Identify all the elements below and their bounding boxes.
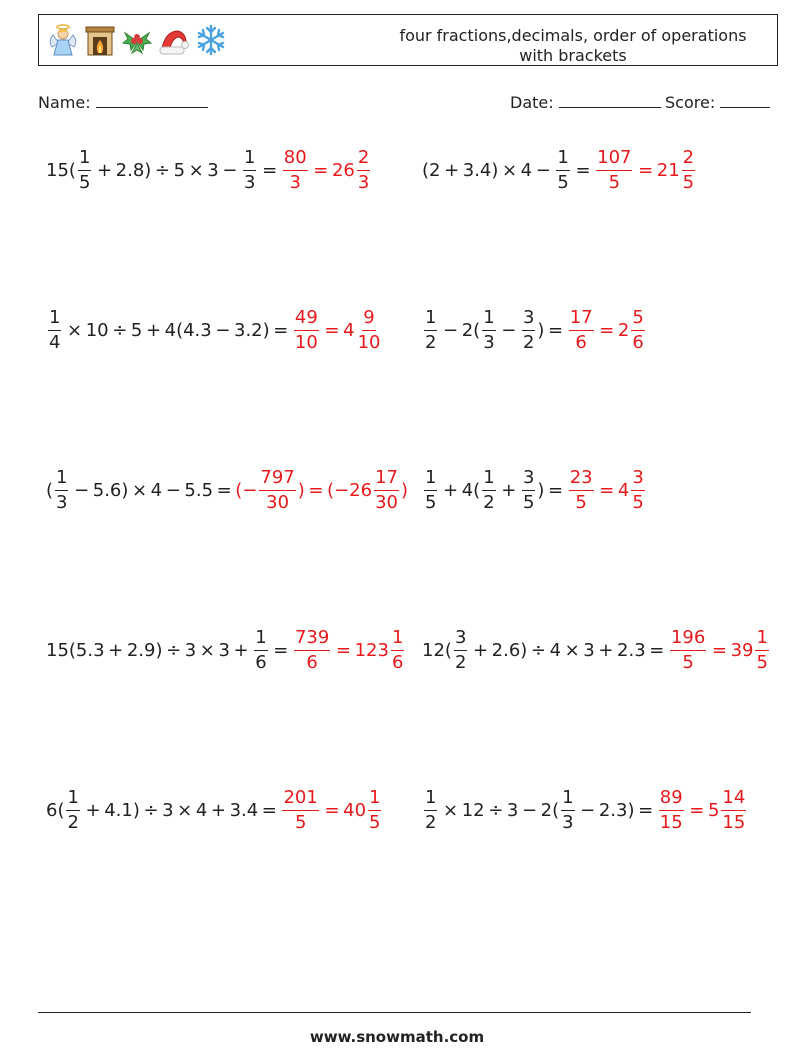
numerator: 739: [294, 629, 330, 651]
fireplace-icon: [84, 23, 116, 57]
score-blank[interactable]: [720, 93, 770, 108]
expression-text: = 40: [320, 799, 367, 821]
numerator: 797: [259, 469, 295, 491]
denominator: 5: [425, 491, 437, 513]
problem-7: [46, 622, 406, 678]
fraction: [482, 466, 495, 513]
fraction: [48, 306, 61, 353]
numerator: 1: [78, 149, 91, 171]
problem-8: [422, 622, 771, 678]
expression-text: + 2.6) ÷ 4 × 3 + 2.3 =: [469, 639, 668, 661]
numerator: 17: [374, 469, 399, 491]
fraction: [424, 786, 437, 833]
denominator: 6: [575, 331, 587, 353]
fraction: [254, 626, 267, 673]
numerator: 49: [294, 309, 319, 331]
expression-text: = 26: [309, 159, 355, 181]
denominator: 2: [483, 491, 495, 513]
fraction: [55, 466, 68, 513]
fraction: [391, 626, 404, 673]
expression-text: 6(: [46, 799, 65, 821]
expression-text: −: [497, 319, 520, 341]
denominator: 3: [289, 171, 301, 193]
denominator: 15: [722, 811, 746, 833]
fraction: [522, 466, 535, 513]
angel-icon: [47, 23, 79, 57]
denominator: 3: [56, 491, 68, 513]
header-icons: [47, 23, 227, 57]
fraction: [66, 786, 79, 833]
expression-text: = 21: [634, 159, 680, 181]
fraction: [283, 146, 308, 193]
numerator: 3: [631, 469, 644, 491]
expression-text: 12(: [422, 639, 452, 661]
answer: [235, 466, 409, 513]
expression-text: ): [400, 479, 409, 501]
numerator: 9: [362, 309, 375, 331]
expression-text: =: [571, 159, 595, 181]
name-field: [38, 93, 208, 112]
denominator: 30: [375, 491, 398, 513]
fraction: [357, 146, 370, 193]
fraction: [522, 306, 535, 353]
fraction: [282, 786, 318, 833]
fraction: [682, 146, 695, 193]
fraction: [294, 306, 319, 353]
numerator: 107: [596, 149, 632, 171]
denominator: 2: [67, 811, 79, 833]
score-field: [665, 93, 770, 112]
answer: [280, 786, 383, 833]
expression-text: (2 + 3.4) × 4 −: [422, 159, 555, 181]
numerator: 1: [243, 149, 256, 171]
numerator: 23: [569, 469, 594, 491]
numerator: 2: [682, 149, 695, 171]
denominator: 6: [632, 331, 644, 353]
problem-9: [46, 782, 383, 838]
fraction: [78, 146, 91, 193]
fraction: [374, 466, 399, 513]
footer-divider: [38, 1012, 751, 1013]
footer-url[interactable]: www.snowmath.com: [309, 1028, 485, 1046]
fraction: [556, 146, 569, 193]
denominator: 5: [575, 491, 587, 513]
denominator: 5: [632, 491, 644, 513]
problem-3: [46, 302, 383, 358]
answer: [292, 626, 406, 673]
numerator: 3: [522, 309, 535, 331]
expression-text: ) = (−26: [297, 479, 373, 501]
numerator: 80: [283, 149, 308, 171]
expression-text: +: [497, 479, 520, 501]
denominator: 6: [306, 651, 318, 673]
numerator: 3: [522, 469, 535, 491]
expression-text: − 5.6) × 4 − 5.5 =: [70, 479, 236, 501]
numerator: 1: [424, 309, 437, 331]
worksheet-title: [383, 26, 763, 66]
denominator: 6: [255, 651, 267, 673]
denominator: 5: [682, 171, 695, 193]
numerator: 1: [424, 469, 437, 491]
answer: [657, 786, 749, 833]
denominator: 2: [454, 651, 467, 673]
denominator: 3: [244, 171, 256, 193]
denominator: 3: [562, 811, 574, 833]
numerator: 17: [569, 309, 594, 331]
denominator: 5: [522, 491, 535, 513]
score-label: Score:: [665, 93, 716, 112]
denominator: 2: [522, 331, 535, 353]
numerator: 1: [482, 469, 495, 491]
title-line-2: with brackets: [519, 46, 627, 65]
fraction: [482, 306, 495, 353]
answer: [668, 626, 771, 673]
denominator: 5: [557, 171, 569, 193]
title-line-1: four fractions,decimals, order of operations: [399, 26, 747, 45]
date-label: Date:: [510, 93, 554, 112]
expression-text: = 4: [595, 479, 630, 501]
fraction: [670, 626, 706, 673]
expression-text: = 39: [708, 639, 754, 661]
denominator: 10: [294, 331, 318, 353]
numerator: 1: [48, 309, 61, 331]
fraction: [294, 626, 330, 673]
name-label: Name:: [38, 93, 91, 112]
fraction: [259, 466, 295, 513]
denominator: 2: [425, 331, 437, 353]
expression-text: 15(5.3 + 2.9) ÷ 3 × 3 +: [46, 639, 253, 661]
numerator: 1: [556, 149, 569, 171]
expression-text: 15(: [46, 159, 76, 181]
fraction: [596, 146, 632, 193]
expression-text: = 123: [332, 639, 389, 661]
date-field: [510, 93, 661, 112]
fraction: [569, 466, 594, 513]
answer: [567, 466, 647, 513]
fraction: [243, 146, 256, 193]
answer: [292, 306, 384, 353]
numerator: 3: [454, 629, 467, 651]
expression-text: ) =: [537, 319, 567, 341]
fraction: [357, 306, 382, 353]
denominator: 6: [391, 651, 404, 673]
denominator: 2: [425, 811, 437, 833]
fraction: [561, 786, 574, 833]
fraction: [659, 786, 684, 833]
fraction: [721, 786, 746, 833]
expression-text: ) =: [537, 479, 567, 501]
date-blank[interactable]: [559, 93, 661, 108]
numerator: 1: [254, 629, 267, 651]
denominator: 3: [483, 331, 495, 353]
numerator: 14: [721, 789, 746, 811]
denominator: 5: [608, 171, 621, 193]
numerator: 1: [561, 789, 574, 811]
expression-text: =: [258, 159, 281, 181]
fraction: [631, 306, 644, 353]
numerator: 1: [391, 629, 404, 651]
expression-text: + 4.1) ÷ 3 × 4 + 3.4 =: [81, 799, 281, 821]
denominator: 5: [682, 651, 694, 673]
fraction: [424, 306, 437, 353]
snowflake-icon: [195, 23, 227, 57]
problem-2: [422, 142, 697, 198]
worksheet-header: [38, 14, 778, 66]
numerator: 196: [670, 629, 706, 651]
expression-text: + 2.8) ÷ 5 × 3 −: [93, 159, 242, 181]
denominator: 3: [357, 171, 370, 193]
problem-1: [46, 142, 372, 198]
numerator: 1: [55, 469, 68, 491]
expression-text: = 5: [685, 799, 720, 821]
name-blank[interactable]: [96, 93, 208, 108]
problem-10: [422, 782, 748, 838]
denominator: 15: [659, 811, 683, 833]
expression-text: = 4: [320, 319, 355, 341]
numerator: 201: [282, 789, 318, 811]
expression-text: × 10 ÷ 5 + 4(4.3 − 3.2) =: [63, 319, 292, 341]
numerator: 89: [659, 789, 684, 811]
fraction: [368, 786, 381, 833]
numerator: 5: [631, 309, 644, 331]
denominator: 5: [78, 171, 91, 193]
answer: [594, 146, 697, 193]
denominator: 4: [49, 331, 61, 353]
expression-text: (−: [235, 479, 258, 501]
denominator: 5: [369, 811, 381, 833]
denominator: 5: [294, 811, 307, 833]
answer: [567, 306, 647, 353]
problem-5: [46, 462, 408, 518]
numerator: 1: [482, 309, 495, 331]
numerator: 1: [755, 629, 768, 651]
problem-6: [422, 462, 647, 518]
expression-text: − 2(: [439, 319, 481, 341]
expression-text: = 2: [595, 319, 630, 341]
holly-icon: [121, 23, 153, 57]
expression-text: × 12 ÷ 3 − 2(: [439, 799, 560, 821]
numerator: 2: [357, 149, 370, 171]
numerator: 1: [368, 789, 381, 811]
fraction: [631, 466, 644, 513]
expression-text: − 2.3) =: [576, 799, 657, 821]
numerator: 1: [424, 789, 437, 811]
expression-text: + 4(: [439, 479, 481, 501]
fraction: [454, 626, 467, 673]
expression-text: =: [269, 639, 292, 661]
denominator: 30: [266, 491, 290, 513]
santa-hat-icon: [158, 23, 190, 57]
denominator: 10: [357, 331, 381, 353]
fraction: [569, 306, 594, 353]
answer: [281, 146, 373, 193]
expression-text: (: [46, 479, 54, 501]
problem-4: [422, 302, 647, 358]
fraction: [755, 626, 768, 673]
denominator: 5: [756, 651, 768, 673]
numerator: 1: [66, 789, 79, 811]
fraction: [424, 466, 437, 513]
